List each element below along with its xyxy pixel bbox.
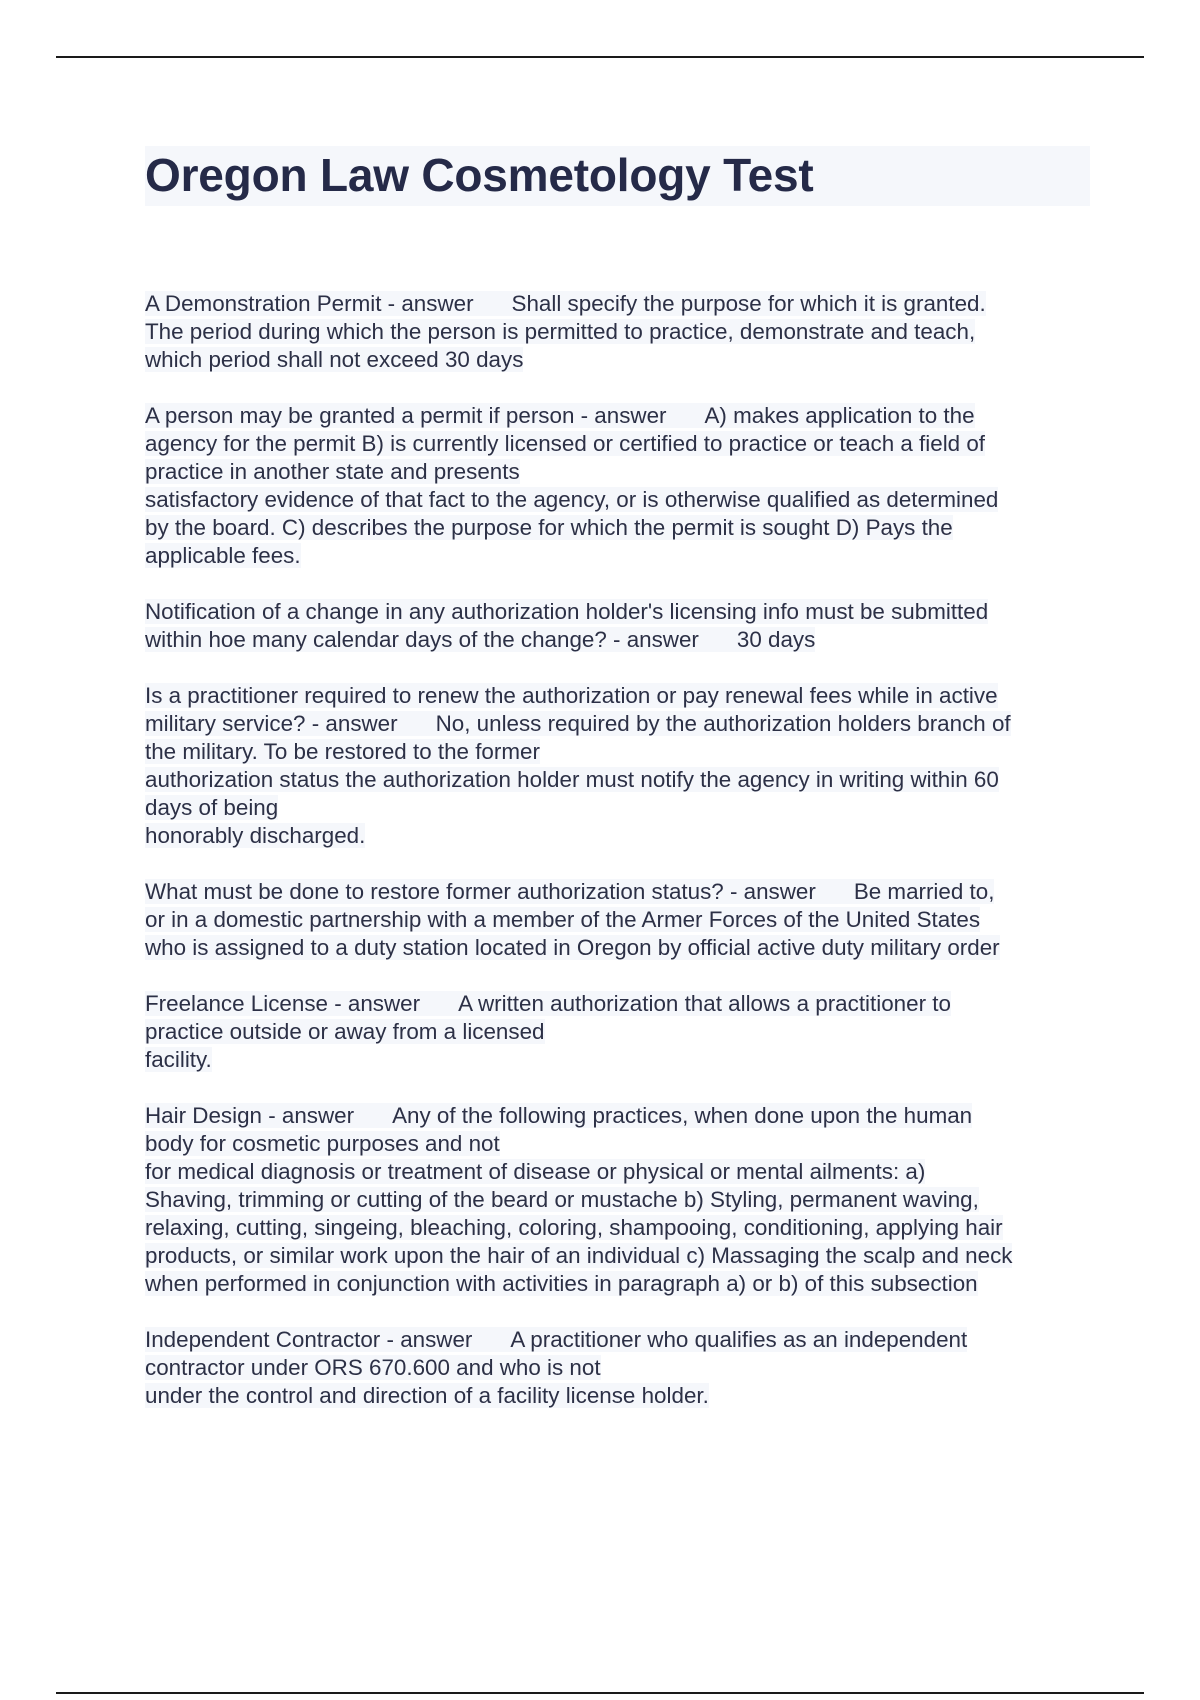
answer-line: when performed in conjunction with activities in paragraph a) or b) of this subsection <box>145 1271 978 1296</box>
answer-marker: - answer <box>386 1327 473 1352</box>
question-line: military service? <box>145 711 306 736</box>
question: Hair Design <box>145 1103 262 1128</box>
answer-line: satisfactory evidence of that fact to the agency, or is otherwise qualified as determined <box>145 487 999 512</box>
answer-marker: - answer <box>580 403 667 428</box>
question: Freelance License <box>145 991 328 1016</box>
qa-entry-military-service <box>145 682 1090 850</box>
answer-line: or in a domestic partnership with a member of the Armer Forces of the United States <box>145 907 981 932</box>
qa-entry-freelance-license <box>145 990 1090 1074</box>
answer-line: Be married to, <box>853 879 995 904</box>
qa-entry-hair-design <box>145 1102 1090 1298</box>
answer-line: contractor under ORS 670.600 and who is not <box>145 1355 601 1380</box>
answer-line: applicable fees. <box>145 543 301 568</box>
answer-line: under the control and direction of a facility license holder. <box>145 1383 709 1408</box>
qa-entry-permit-eligibility <box>145 402 1090 570</box>
qa-entry-independent-contractor <box>145 1326 1090 1410</box>
answer-line: products, or similar work upon the hair of an individual c) Massaging the scalp and neck <box>145 1243 1013 1268</box>
answer-line: A written authorization that allows a practitioner to <box>458 991 951 1016</box>
answer-line: Shall specify the purpose for which it is granted. <box>511 291 986 316</box>
answer-line: the military. To be restored to the former <box>145 739 540 764</box>
question: A Demonstration Permit <box>145 291 382 316</box>
question-line: Is a practitioner required to renew the authorization or pay renewal fees while in active <box>145 683 998 708</box>
answer-marker: - answer <box>613 627 699 652</box>
qa-entry-change-notification <box>145 598 1090 654</box>
answer-line: who is assigned to a duty station located in Oregon by official active duty military order <box>145 935 1000 960</box>
answer-line: A) makes application to the <box>704 403 975 428</box>
answer-line: which period shall not exceed 30 days <box>145 347 524 372</box>
answer-line: Shaving, trimming or cutting of the beard or mustache b) Styling, permanent waving, <box>145 1187 979 1212</box>
answer-marker: - answer <box>334 991 421 1016</box>
answer-line: by the board. C) describes the purpose for which the permit is sought D) Pays the <box>145 515 953 540</box>
question-line: within hoe many calendar days of the change? <box>145 627 607 652</box>
answer-marker: - answer <box>268 1103 355 1128</box>
question-line: Notification of a change in any authorization holder's licensing info must be submitted <box>145 599 989 624</box>
answer-line: for medical diagnosis or treatment of disease or physical or mental ailments: a) <box>145 1159 926 1184</box>
answer-line: A practitioner who qualifies as an independent <box>510 1327 968 1352</box>
answer-line: 30 days <box>736 627 816 652</box>
answer-line: days of being <box>145 795 279 820</box>
answer-line: Any of the following practices, when done upon the human <box>392 1103 973 1128</box>
answer-line: No, unless required by the authorization holders branch of <box>435 711 1011 736</box>
qa-entry-restore-status <box>145 878 1090 962</box>
answer-line: facility. <box>145 1047 212 1072</box>
answer-line: authorization status the authorization holder must notify the agency in writing within 60 <box>145 767 999 792</box>
question: What must be done to restore former authorization status? <box>145 879 724 904</box>
page-title: Oregon Law Cosmetology Test <box>145 146 1090 206</box>
qa-list <box>145 290 1090 1410</box>
answer-marker: - answer <box>387 291 474 316</box>
answer-line: The period during which the person is permitted to practice, demonstrate and teach, <box>145 319 976 344</box>
answer-line: practice in another state and presents <box>145 459 520 484</box>
top-rule <box>56 56 1144 58</box>
question: A person may be granted a permit if person <box>145 403 575 428</box>
qa-entry-demonstration-permit <box>145 290 1090 374</box>
answer-line: relaxing, cutting, singeing, bleaching, coloring, shampooing, conditioning, applying hair <box>145 1215 1003 1240</box>
answer-marker: - answer <box>311 711 398 736</box>
answer-line: practice outside or away from a licensed <box>145 1019 545 1044</box>
answer-marker: - answer <box>729 879 816 904</box>
answer-line: honorably discharged. <box>145 823 366 848</box>
document-body <box>145 146 1090 1438</box>
answer-line: body for cosmetic purposes and not <box>145 1131 500 1156</box>
question: Independent Contractor <box>145 1327 381 1352</box>
bottom-rule <box>56 1692 1144 1694</box>
answer-line: agency for the permit B) is currently licensed or certified to practice or teach a field of <box>145 431 986 456</box>
